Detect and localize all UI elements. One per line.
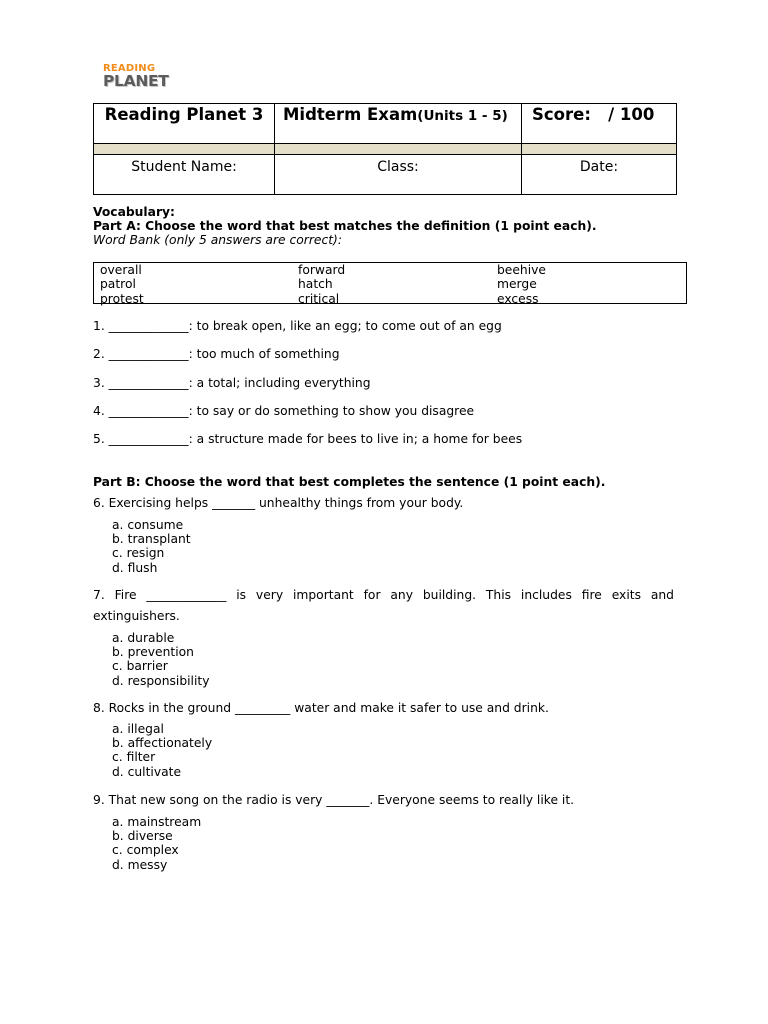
reading-planet-logo: [103, 63, 171, 91]
logo-text-top: READING: [103, 63, 156, 74]
exam-header-table: [93, 103, 677, 195]
answer-option: b. prevention: [112, 645, 194, 660]
exam-units: (Units 1 - 5): [417, 108, 508, 124]
answer-option: c. filter: [112, 750, 156, 765]
answer-option: b. affectionately: [112, 736, 213, 751]
question-3: 3. _____________: a total; including everything: [93, 376, 371, 390]
word-bank-item: beehive: [497, 263, 546, 277]
student-name-field[interactable]: Student Name:: [94, 155, 275, 195]
word-bank-item: patrol: [100, 277, 136, 292]
question-8: 8. Rocks in the ground _________ water and make it safer to use and drink.: [93, 701, 549, 715]
question-7-line-2: extinguishers.: [93, 609, 180, 623]
word-bank-column: [497, 263, 546, 306]
word-bank-item: overall: [100, 263, 142, 277]
part-a-heading: Part A: Choose the word that best matches the definition (1 point each).: [93, 219, 597, 233]
book-title: Reading Planet 3: [94, 104, 275, 144]
header-divider-strip: [94, 144, 275, 155]
answer-option: b. transplant: [112, 532, 191, 547]
question-4: 4. _____________: to say or do something to show you disagree: [93, 404, 475, 418]
part-b-heading: Part B: Choose the word that best completes the sentence (1 point each).: [93, 475, 606, 489]
answer-option: c. barrier: [112, 659, 168, 674]
word-bank-item: forward: [298, 263, 346, 277]
question-2: 2. _____________: too much of something: [93, 347, 340, 361]
header-divider-strip: [275, 144, 522, 155]
question-7-options: [112, 631, 209, 688]
word-bank-item: critical: [298, 291, 340, 306]
vocabulary-heading: Vocabulary:: [93, 205, 175, 219]
word-bank-item: excess: [497, 291, 539, 306]
answer-option: c. resign: [112, 546, 165, 561]
class-field[interactable]: Class:: [275, 155, 522, 195]
word-bank-item: protest: [100, 291, 144, 306]
exam-title-main: Midterm Exam: [283, 105, 418, 124]
word-bank: [93, 262, 687, 304]
word-bank-column: [100, 263, 144, 306]
answer-option: a. illegal: [112, 722, 164, 736]
question-9-options: [112, 815, 201, 872]
word-bank-item: merge: [497, 277, 537, 292]
question-8-options: [112, 722, 212, 779]
question-7-line-1: 7. Fire _____________ is very important for any building. This includes fire exits and: [93, 588, 674, 602]
word-bank-column: [298, 263, 345, 306]
answer-option: b. diverse: [112, 829, 173, 844]
question-5: 5. _____________: a structure made for bees to live in; a home for bees: [93, 432, 523, 446]
word-bank-note: Word Bank (only 5 answers are correct):: [93, 233, 342, 247]
answer-option: d. cultivate: [112, 764, 182, 779]
question-6-options: [112, 518, 191, 575]
answer-option: a. consume: [112, 518, 184, 532]
logo-text-bottom: PLANET: [103, 72, 169, 90]
question-1: 1. _____________: to break open, like an egg; to come out of an egg: [93, 319, 502, 333]
answer-option: a. durable: [112, 631, 175, 645]
exam-title: [275, 104, 522, 144]
answer-option: d. messy: [112, 857, 168, 872]
answer-option: d. flush: [112, 560, 158, 575]
question-6: 6. Exercising helps _______ unhealthy things from your body.: [93, 496, 464, 510]
answer-option: c. complex: [112, 843, 179, 858]
answer-option: a. mainstream: [112, 815, 202, 829]
answer-option: d. responsibility: [112, 673, 210, 688]
date-field[interactable]: Date:: [522, 155, 677, 195]
word-bank-item: hatch: [298, 277, 333, 292]
score-field[interactable]: Score: / 100: [522, 104, 677, 144]
question-9: 9. That new song on the radio is very _______. Everyone seems to really like it.: [93, 793, 575, 807]
header-divider-strip: [522, 144, 677, 155]
